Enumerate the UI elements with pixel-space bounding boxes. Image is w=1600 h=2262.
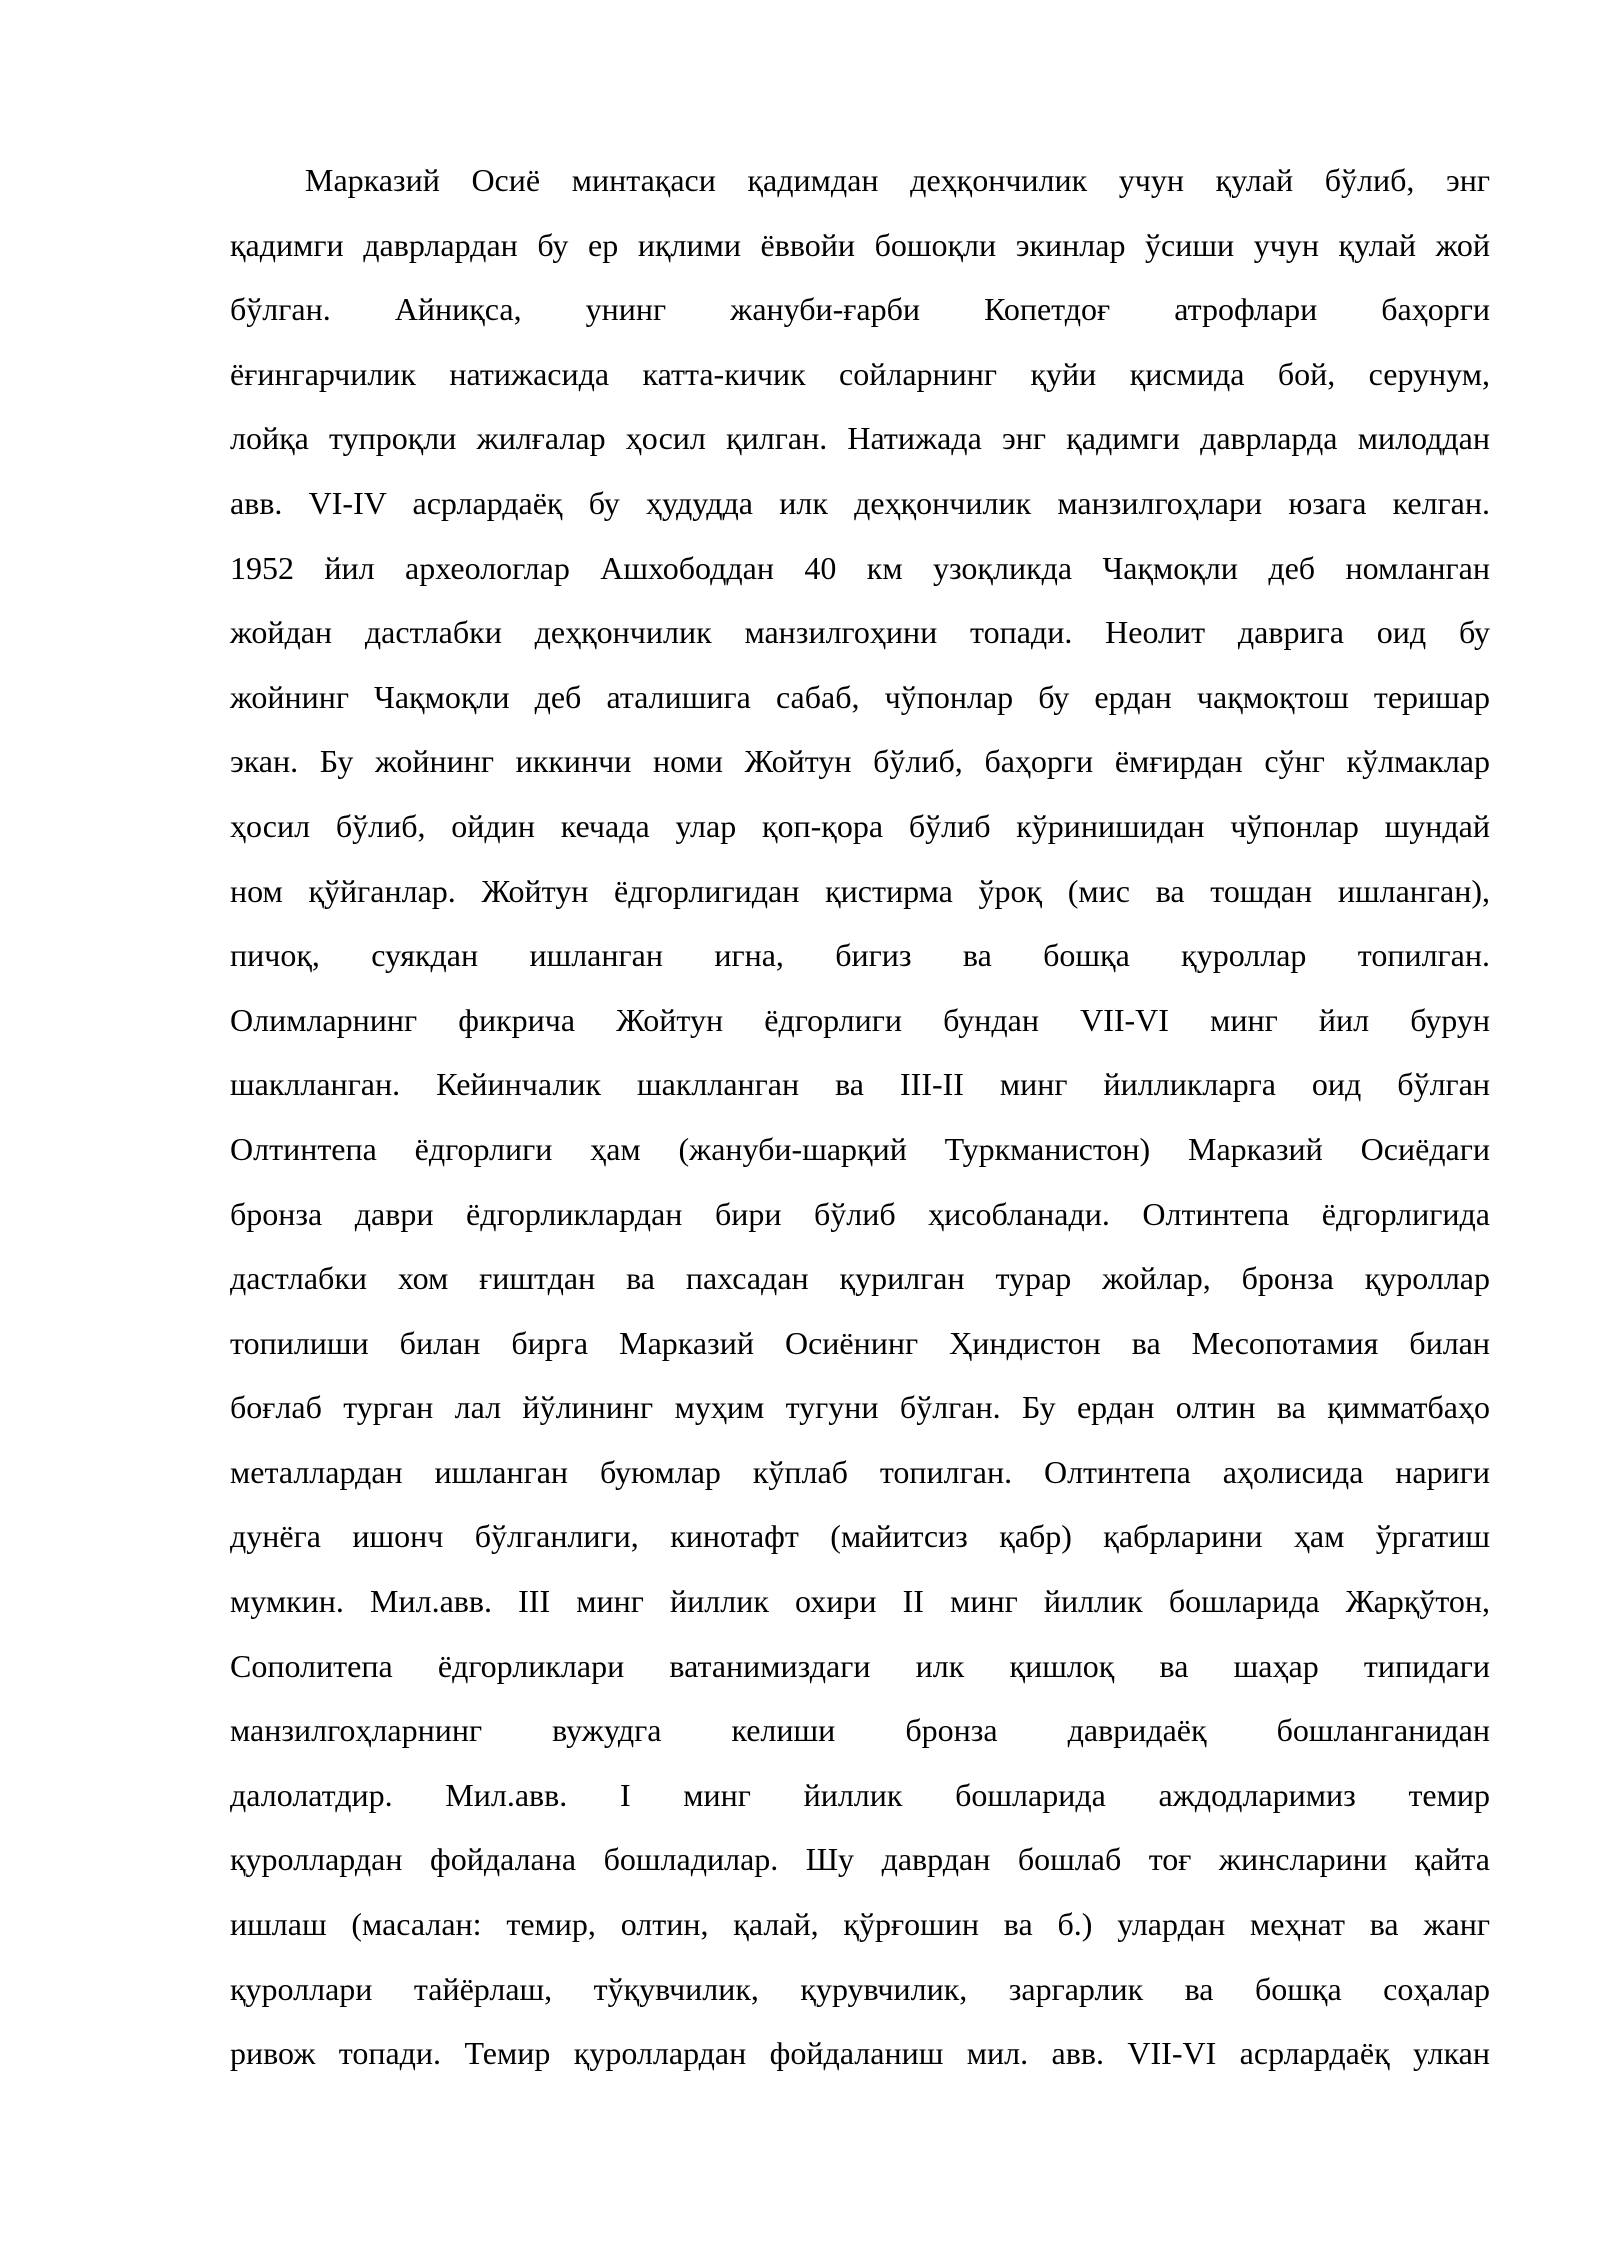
- text-line: лойқа тупроқли жилғалар ҳосил қилган. Натижада энг қадимги даврларда милоддан: [230, 420, 1490, 457]
- text-line: жойнинг Чақмоқли деб аталишига сабаб, чўпонлар бу ердан чақмоқтош теришар: [230, 678, 1490, 715]
- text-line: ёғингарчилик натижасида катта-кичик сойларнинг қуйи қисмида бой, серунум,: [230, 355, 1490, 392]
- text-line: қадимги даврлардан бу ер иқлими ёввойи бошоқли экинлар ўсиши учун қулай жой: [230, 226, 1490, 263]
- text-line: топилиши билан бирга Марказий Осиёнинг Ҳиндистон ва Месопотамия билан: [230, 1324, 1490, 1361]
- text-line: экан. Бу жойнинг иккинчи номи Жойтун бўлиб, баҳорги ёмғирдан сўнг кўлмаклар: [230, 743, 1490, 780]
- text-line: ҳосил бўлиб, ойдин кечада улар қоп-қора бўлиб кўринишидан чўпонлар шундай: [230, 807, 1490, 844]
- body-text: [230, 148, 1490, 2086]
- text-line: Олтинтепа ёдгорлиги ҳам (жануби-шарқий Туркманистон) Марказий Осиёдаги: [230, 1130, 1490, 1167]
- text-line: далолатдир. Мил.авв. I минг йиллик бошларида аждодларимиз темир: [230, 1776, 1490, 1813]
- text-line: шаклланган. Кейинчалик шаклланган ва III-II минг йилликларга оид бўлган: [230, 1066, 1490, 1103]
- text-line: манзилгоҳларнинг вужудга келиши бронза давридаёқ бошланганидан: [230, 1712, 1490, 1749]
- text-line: 1952 йил археологлар Ашхободдан 40 км узоқликда Чақмоқли деб номланган: [230, 549, 1490, 586]
- text-line: жойдан дастлабки деҳқончилик манзилгоҳини топади. Неолит даврига оид бу: [230, 614, 1490, 651]
- text-line: Олимларнинг фикрича Жойтун ёдгорлиги бундан VII-VI минг йил бурун: [230, 1001, 1490, 1038]
- text-line: бронза даври ёдгорликлардан бири бўлиб ҳисобланади. Олтинтепа ёдгорлигида: [230, 1195, 1490, 1232]
- text-line: ишлаш (масалан: темир, олтин, қалай, қўрғошин ва б.) улардан меҳнат ва жанг: [230, 1906, 1490, 1943]
- text-line: дунёга ишонч бўлганлиги, кинотафт (майитсиз қабр) қабрларини ҳам ўргатиш: [230, 1518, 1490, 1555]
- text-line: авв. VI-IV асрлардаёқ бу ҳудудда илк деҳқончилик манзилгоҳлари юзага келган.: [230, 484, 1490, 521]
- text-line: бўлган. Айниқса, унинг жануби-ғарби Копетдоғ атрофлари баҳорги: [230, 291, 1490, 328]
- text-line: ривож топади. Темир қуроллардан фойдаланиш мил. авв. VII-VI асрлардаёқ улкан: [230, 2035, 1490, 2072]
- text-line: пичоқ, суякдан ишланган игна, бигиз ва бошқа қуроллар топилган.: [230, 937, 1490, 974]
- text-line: металлардан ишланган буюмлар кўплаб топилган. Олтинтепа аҳолисида нариги: [230, 1453, 1490, 1490]
- text-line: қуроллардан фойдалана бошладилар. Шу даврдан бошлаб тоғ жинсларини қайта: [230, 1841, 1490, 1878]
- text-line: Сополитепа ёдгорликлари ватанимиздаги илк қишлоқ ва шаҳар типидаги: [230, 1647, 1490, 1684]
- text-line: боғлаб турган лал йўлининг муҳим тугуни бўлган. Бу ердан олтин ва қимматбаҳо: [230, 1389, 1490, 1426]
- text-line: дастлабки хом ғиштдан ва пахсадан қурилган турар жойлар, бронза қуроллар: [230, 1260, 1490, 1297]
- text-line: мумкин. Мил.авв. III минг йиллик охири II минг йиллик бошларида Жарқўтон,: [230, 1583, 1490, 1620]
- text-line: қуроллари тайёрлаш, тўқувчилик, қурувчилик, заргарлик ва бошқа соҳалар: [230, 1970, 1490, 2007]
- text-line: Марказий Осиё минтақаси қадимдан деҳқончилик учун қулай бўлиб, энг: [305, 162, 1490, 198]
- text-line: ном қўйганлар. Жойтун ёдгорлигидан қистирма ўроқ (мис ва тошдан ишланган),: [230, 872, 1490, 909]
